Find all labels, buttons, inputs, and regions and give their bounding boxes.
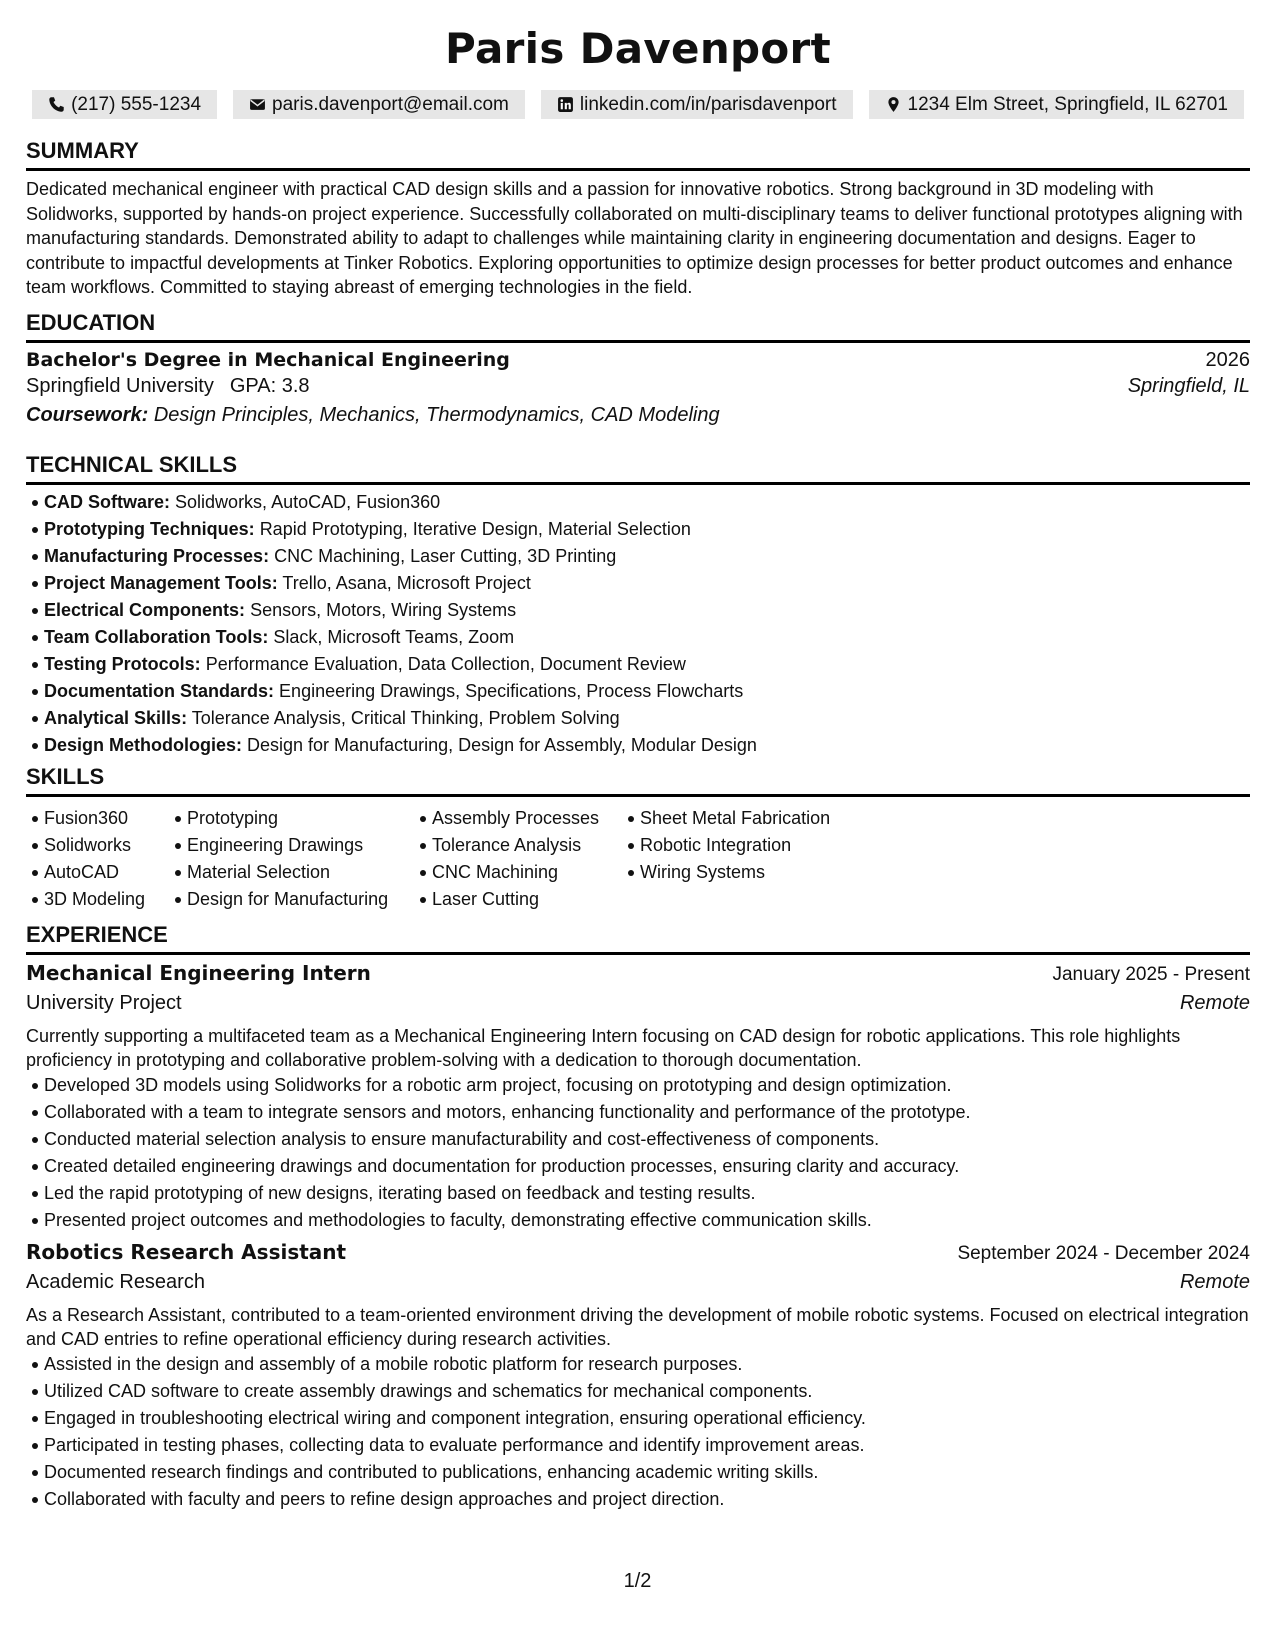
list-item: Utilized CAD software to create assembly drawings and schematics for mechanical components. — [44, 1378, 1250, 1405]
degree-name: Bachelor's Degree in Mechanical Engineering — [26, 349, 510, 371]
list-item: Testing Protocols: Performance Evaluation, Data Collection, Document Review — [44, 651, 1250, 678]
list-item: Fusion360 — [44, 805, 169, 832]
section-title-summary: SUMMARY — [26, 138, 1250, 171]
job-dates: September 2024 - December 2024 — [957, 1243, 1250, 1264]
page-number: 1/2 — [623, 1570, 652, 1592]
job-title: Mechanical Engineering Intern — [26, 961, 371, 985]
list-item: Electrical Components: Sensors, Motors, Wiring Systems — [44, 597, 1250, 624]
education-section — [26, 310, 1250, 430]
list-item: Assembly Processes — [432, 805, 622, 832]
contact-linkedin-text: linkedin.com/in/parisdavenport — [579, 94, 837, 115]
job-org-row — [26, 1268, 1250, 1297]
job-location: Remote — [1179, 992, 1250, 1014]
map-pin-icon — [885, 96, 902, 113]
list-item: Project Management Tools: Trello, Asana, Microsoft Project — [44, 570, 1250, 597]
resume-page — [26, 18, 1250, 1509]
list-item: Created detailed engineering drawings and documentation for production processes, ensuring clarity and accuracy. — [44, 1153, 1250, 1180]
list-item: Material Selection — [187, 859, 414, 886]
list-item: Wiring Systems — [640, 859, 900, 886]
job-org-row — [26, 989, 1250, 1018]
education-header-row — [26, 349, 1250, 372]
list-item: Sheet Metal Fabrication — [640, 805, 900, 832]
list-item: Conducted material selection analysis to ensure manufacturability and cost-effectiveness of components. — [44, 1126, 1250, 1153]
job-header-row — [26, 961, 1250, 986]
job-header-row — [26, 1240, 1250, 1265]
linkedin-icon — [557, 96, 574, 113]
list-item: CNC Machining — [432, 859, 622, 886]
skills-column-4 — [622, 805, 900, 913]
coursework-row — [26, 401, 1250, 430]
envelope-icon — [249, 96, 266, 113]
contact-email-text: paris.davenport@email.com — [272, 94, 509, 115]
section-title-education: EDUCATION — [26, 310, 1250, 343]
list-item: Led the rapid prototyping of new designs, iterating based on feedback and testing results. — [44, 1180, 1250, 1207]
job-location: Remote — [1179, 1271, 1250, 1293]
contact-phone-text: (217) 555-1234 — [71, 94, 202, 115]
contact-email[interactable] — [233, 90, 525, 119]
list-item: Documentation Standards: Engineering Drawings, Specifications, Process Flowcharts — [44, 678, 1250, 705]
list-item: Participated in testing phases, collecting data to evaluate performance and identify improvement areas. — [44, 1432, 1250, 1459]
contact-address-text: 1234 Elm Street, Springfield, IL 62701 — [907, 94, 1228, 115]
list-item: Documented research findings and contributed to publications, enhancing academic writing skills. — [44, 1459, 1250, 1486]
job-dates: January 2025 - Present — [1052, 964, 1250, 985]
job-bullets — [26, 1072, 1250, 1234]
summary-text: Dedicated mechanical engineer with practical CAD design skills and a passion for innovative robotics. Strong background in 3D modeling with Solidworks, supported by hands-on project experience. Successfully collaborated on multi-disciplinary teams to deliver functional prototypes aligning with manufacturing standards. Demonstrated ability to adapt to challenges while maintaining clarity in engineering documentation and designs. Eager to contribute to impactful developments at Tinker Robotics. Exploring opportunities to optimize design processes for better product outcomes and enhance team workflows. Committed to staying abreast of emerging technologies in the field. — [26, 179, 1243, 297]
list-item: Manufacturing Processes: CNC Machining, Laser Cutting, 3D Printing — [44, 543, 1250, 570]
list-item: AutoCAD — [44, 859, 169, 886]
phone-icon — [48, 96, 65, 113]
education-school-row — [26, 372, 1250, 401]
skills-columns — [26, 805, 1250, 913]
skills-column-1 — [26, 805, 169, 913]
list-item: Team Collaboration Tools: Slack, Microsoft Teams, Zoom — [44, 624, 1250, 651]
list-item: Design for Manufacturing — [187, 886, 414, 913]
list-item: 3D Modeling — [44, 886, 169, 913]
skills-column-2 — [169, 805, 414, 913]
list-item: Collaborated with a team to integrate sensors and motors, enhancing functionality and performance of the prototype. — [44, 1099, 1250, 1126]
contact-linkedin[interactable] — [541, 90, 853, 119]
list-item: Developed 3D models using Solidworks for a robotic arm project, focusing on prototyping and design optimization. — [44, 1072, 1250, 1099]
list-item: Tolerance Analysis — [432, 832, 622, 859]
list-item: Presented project outcomes and methodologies to faculty, demonstrating effective communication skills. — [44, 1207, 1250, 1234]
candidate-name: Paris Davenport — [445, 24, 831, 73]
contact-address — [869, 90, 1244, 119]
list-item: Robotic Integration — [640, 832, 900, 859]
list-item: Solidworks — [44, 832, 169, 859]
school-info — [26, 372, 310, 401]
job-bullets — [26, 1351, 1250, 1513]
skills-section — [26, 764, 1250, 913]
job-description: Currently supporting a multifaceted team as a Mechanical Engineering Intern focusing on CAD design for robotic applications. This role highlights proficiency in prototyping and collaborative problem-solving with a dedication to thorough documentation. — [26, 1026, 1181, 1070]
school-name: Springfield University — [26, 375, 214, 397]
coursework-label: Coursework: — [26, 404, 149, 426]
graduation-year: 2026 — [1205, 349, 1250, 371]
gpa: GPA: 3.8 — [229, 375, 310, 397]
section-title-technical-skills: TECHNICAL SKILLS — [26, 452, 1250, 485]
list-item: Analytical Skills: Tolerance Analysis, Critical Thinking, Problem Solving — [44, 705, 1250, 732]
summary-section — [26, 138, 1250, 300]
list-item: Prototyping Techniques: Rapid Prototyping, Iterative Design, Material Selection — [44, 516, 1250, 543]
technical-skills-section — [26, 452, 1250, 759]
list-item: Prototyping — [187, 805, 414, 832]
section-title-experience: EXPERIENCE — [26, 922, 1250, 955]
list-item: Engaged in troubleshooting electrical wiring and component integration, ensuring operational efficiency. — [44, 1405, 1250, 1432]
list-item: Laser Cutting — [432, 886, 622, 913]
job-entry — [26, 1240, 1250, 1513]
coursework-list: Design Principles, Mechanics, Thermodynamics, CAD Modeling — [153, 404, 720, 426]
technical-skills-list — [26, 489, 1250, 759]
job-description: As a Research Assistant, contributed to a team-oriented environment driving the development of mobile robotic systems. Focused on electrical integration and CAD entries to refine operational efficiency during research activities. — [26, 1305, 1249, 1349]
list-item: Engineering Drawings — [187, 832, 414, 859]
experience-section — [26, 922, 1250, 1513]
list-item: Collaborated with faculty and peers to refine design approaches and project direction. — [44, 1486, 1250, 1513]
section-title-skills: SKILLS — [26, 764, 1250, 797]
list-item: CAD Software: Solidworks, AutoCAD, Fusion360 — [44, 489, 1250, 516]
list-item: Assisted in the design and assembly of a mobile robotic platform for research purposes. — [44, 1351, 1250, 1378]
contact-phone[interactable] — [32, 90, 217, 119]
school-location: Springfield, IL — [1127, 375, 1250, 397]
skills-column-3 — [414, 805, 622, 913]
job-entry — [26, 961, 1250, 1234]
job-organization: University Project — [26, 992, 182, 1014]
job-organization: Academic Research — [26, 1271, 205, 1293]
contact-bar — [26, 90, 1250, 119]
job-title: Robotics Research Assistant — [26, 1240, 347, 1264]
list-item: Design Methodologies: Design for Manufacturing, Design for Assembly, Modular Design — [44, 732, 1250, 759]
